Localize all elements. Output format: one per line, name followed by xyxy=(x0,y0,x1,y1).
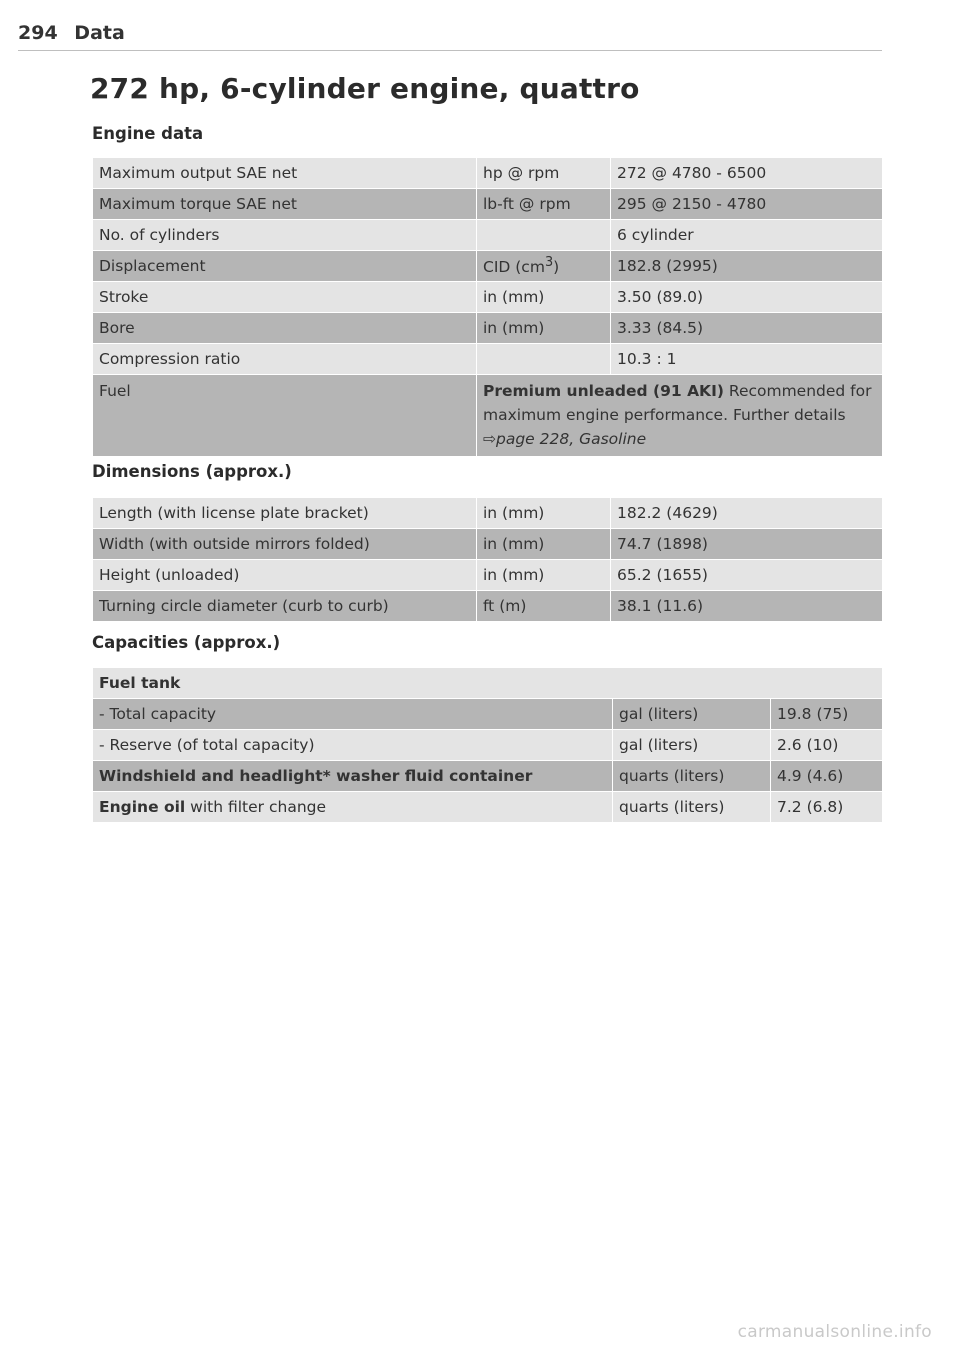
row-value: 7.2 (6.8) xyxy=(771,792,883,823)
row-unit xyxy=(477,251,611,282)
row-label: Displacement xyxy=(93,251,477,282)
page-reference-link[interactable]: page 228, Gasoline xyxy=(496,430,647,448)
row-label: Width (with outside mirrors folded) xyxy=(93,529,477,560)
engine-data-heading: Engine data xyxy=(92,124,204,143)
row-label: No. of cylinders xyxy=(93,220,477,251)
fuel-description xyxy=(477,375,883,457)
row-label: Compression ratio xyxy=(93,344,477,375)
row-label: - Total capacity xyxy=(93,699,613,730)
capacities-heading: Capacities (approx.) xyxy=(92,633,281,652)
row-value: 3.50 (89.0) xyxy=(611,282,883,313)
table-row xyxy=(93,344,883,375)
row-value: 65.2 (1655) xyxy=(611,560,883,591)
row-unit: in (mm) xyxy=(477,313,611,344)
unit-superscript: 3 xyxy=(544,255,554,271)
table-row xyxy=(93,282,883,313)
unit-text: CID (cm xyxy=(483,258,545,277)
row-label: Maximum torque SAE net xyxy=(93,189,477,220)
row-label: Turning circle diameter (curb to curb) xyxy=(93,591,477,622)
row-label: Fuel xyxy=(93,375,477,457)
row-unit: lb-ft @ rpm xyxy=(477,189,611,220)
row-unit: in (mm) xyxy=(477,498,611,529)
page-title: 272 hp, 6-cylinder engine, quattro xyxy=(90,72,640,105)
row-value: 74.7 (1898) xyxy=(611,529,883,560)
row-value: 182.2 (4629) xyxy=(611,498,883,529)
row-label: Stroke xyxy=(93,282,477,313)
fuel-text: Recommended for maximum engine performance. Further details xyxy=(483,382,872,424)
table-row xyxy=(93,158,883,189)
fuel-tank-label: Fuel tank xyxy=(93,668,883,699)
row-label: Length (with license plate bracket) xyxy=(93,498,477,529)
row-unit: in (mm) xyxy=(477,560,611,591)
row-label: - Reserve (of total capacity) xyxy=(93,730,613,761)
row-unit: quarts (liters) xyxy=(613,792,771,823)
row-value: 3.33 (84.5) xyxy=(611,313,883,344)
dimensions-heading: Dimensions (approx.) xyxy=(92,462,292,481)
page-number: 294 xyxy=(18,22,58,44)
row-label: Windshield and headlight* washer fluid container xyxy=(93,761,613,792)
engine-data-table xyxy=(92,157,883,457)
row-unit: gal (liters) xyxy=(613,699,771,730)
row-value: 38.1 (11.6) xyxy=(611,591,883,622)
row-value: 2.6 (10) xyxy=(771,730,883,761)
row-unit xyxy=(477,220,611,251)
row-label: Bore xyxy=(93,313,477,344)
table-row xyxy=(93,560,883,591)
table-row xyxy=(93,313,883,344)
section-name: Data xyxy=(74,22,125,44)
row-value: 4.9 (4.6) xyxy=(771,761,883,792)
row-value: 6 cylinder xyxy=(611,220,883,251)
row-unit: quarts (liters) xyxy=(613,761,771,792)
row-unit: gal (liters) xyxy=(613,730,771,761)
table-row xyxy=(93,792,883,823)
arrow-right-icon: ⇨ xyxy=(483,430,496,448)
row-unit: hp @ rpm xyxy=(477,158,611,189)
row-unit: ft (m) xyxy=(477,591,611,622)
row-label: Height (unloaded) xyxy=(93,560,477,591)
row-value: 182.8 (2995) xyxy=(611,251,883,282)
table-row xyxy=(93,730,883,761)
table-row-fuel xyxy=(93,375,883,457)
table-row xyxy=(93,189,883,220)
table-row xyxy=(93,529,883,560)
label-bold: Engine oil xyxy=(99,798,186,816)
table-row xyxy=(93,498,883,529)
table-row xyxy=(93,699,883,730)
unit-text: ) xyxy=(553,258,560,277)
table-row xyxy=(93,220,883,251)
row-value: 10.3 : 1 xyxy=(611,344,883,375)
dimensions-table xyxy=(92,497,883,622)
row-unit: in (mm) xyxy=(477,282,611,313)
table-row xyxy=(93,761,883,792)
row-label: Maximum output SAE net xyxy=(93,158,477,189)
label-rest: with filter change xyxy=(185,798,327,816)
row-value: 19.8 (75) xyxy=(771,699,883,730)
fuel-type: Premium unleaded (91 AKI) xyxy=(483,382,724,400)
row-unit xyxy=(477,344,611,375)
capacities-table xyxy=(92,667,883,823)
row-unit: in (mm) xyxy=(477,529,611,560)
table-row-fuel-tank xyxy=(93,668,883,699)
row-value: 272 @ 4780 - 6500 xyxy=(611,158,883,189)
watermark: carmanualsonline.info xyxy=(737,1322,932,1342)
row-value: 295 @ 2150 - 4780 xyxy=(611,189,883,220)
page-header xyxy=(18,22,882,51)
table-row xyxy=(93,591,883,622)
table-row xyxy=(93,251,883,282)
row-label xyxy=(93,792,613,823)
